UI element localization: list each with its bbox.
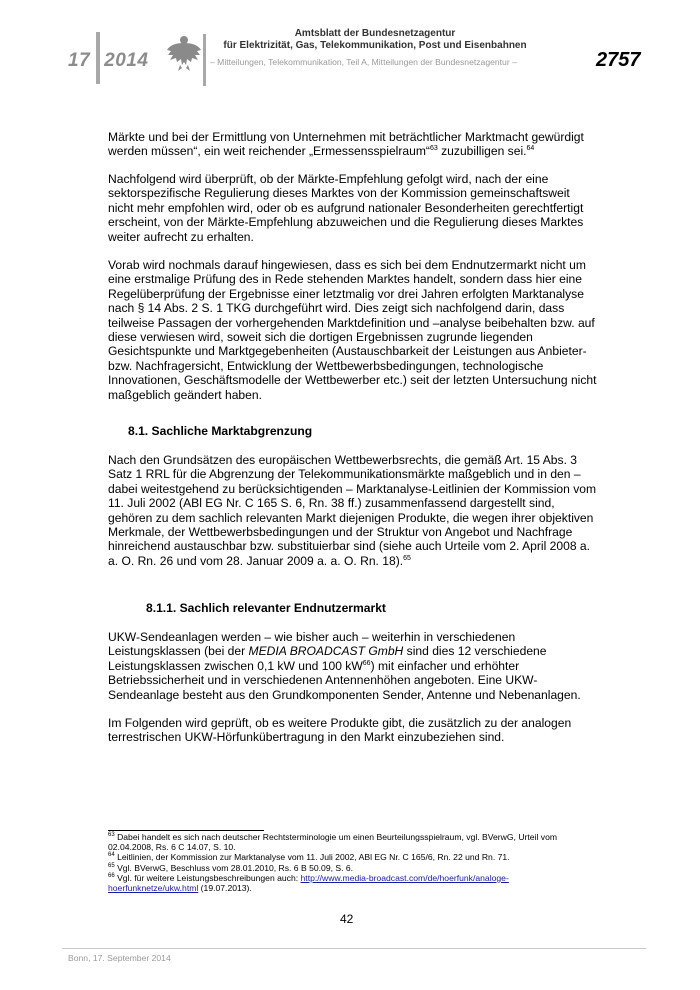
- paragraph-3-text: Vorab wird nochmals darauf hingewiesen, dass es sich bei dem Endnutzermarkt nicht um eine erstmalige Prüfung des in Rede stehenden Marktes handelt, sondern dass hier eine Regelüberprüfung der Ergebnisse einer letztmalig vor drei Jahren erfolgten Marktanalyse nach § 14 Abs. 2 S. 1 TKG durchgeführt wird. Dies zeigt sich nachfolgend darin, dass teilweise Passagen der vorhergehenden Marktdefinition und –analyse beibehalten bzw. auf diese verwiesen wird, soweit sich die dortigen Ergebnissen zugrunde liegenden Gesichtspunkte und Marktgegebenheiten (Austauschbarkeit der Leistungen aus Anbieter- bzw. Nachfragersicht, Entwicklung der Wettbewerbsbedingungen, technologische Innovationen, Geschäftsmodelle der Wettbewerber etc.) seit der letzten Untersuchung nicht maßgeblich geändert haben.: [108, 258, 597, 402]
- footnote-66-date: (19.07.2013).: [198, 883, 252, 894]
- footer-divider: [62, 948, 646, 949]
- paragraph-2: [108, 172, 598, 244]
- footnote-64-text: Leitlinien, der Kommission zur Marktanalyse vom 11. Juli 2002, ABl EG Nr. C 165/6, Rn. 22 und Rn. 71.: [114, 852, 510, 863]
- footnote-separator: [108, 830, 264, 831]
- section-heading-8-1: 8.1. Sachliche Marktabgrenzung: [128, 424, 313, 438]
- issue-number: [68, 50, 148, 72]
- page-number: 42: [340, 912, 354, 926]
- paragraph-4: [108, 453, 598, 568]
- title-line-2: für Elektrizität, Gas, Telekommunikation, Post und Eisenbahnen: [223, 40, 527, 51]
- footnotes: [108, 832, 598, 893]
- gazette-page-number: 2757: [596, 49, 641, 71]
- header-divider-right: [203, 34, 206, 86]
- paragraph-6-text: Im Folgenden wird geprüft, ob es weitere Produkte gibt, die zusätzlich zu der analogen terrestrischen UKW-Hörfunkübertragung in den Markt einzubeziehen sind.: [108, 716, 572, 745]
- footnote-66: [108, 873, 598, 893]
- footnote-64: [108, 852, 598, 862]
- publication-subtitle: – Mitteilungen, Telekommunikation, Teil A, Mitteilungen der Bundesnetzagentur –: [210, 57, 517, 67]
- footnote-65: [108, 863, 598, 873]
- footnote-ref-64[interactable]: 64: [526, 145, 535, 153]
- paragraph-5-text-b: sind dies 12 verschiedene Leistungsklassen zwischen 0,1 kW und 100 kW: [108, 644, 547, 673]
- company-name: MEDIA BROADCAST GmbH: [248, 644, 404, 659]
- header-divider: [96, 32, 100, 84]
- media-broadcast-link[interactable]: http://www.media-broadcast.com/de/hoerfunk/analoge-hoerfunknetze/ukw.html: [108, 872, 509, 894]
- section-heading-8-1-1: 8.1.1. Sachlich relevanter Endnutzermarkt: [146, 601, 386, 615]
- footnote-63-number: 63: [108, 832, 115, 839]
- footnote-65-number: 65: [108, 862, 115, 869]
- federal-eagle-icon: [166, 32, 202, 72]
- footer-date: Bonn, 17. September 2014: [68, 953, 171, 963]
- footnote-65-text: Vgl. BVerwG, Beschluss vom 28.01.2010, Rs. 6 B 50.09, S. 6.: [114, 862, 354, 873]
- footnote-ref-66[interactable]: 66: [362, 659, 371, 667]
- footnote-63-text: Dabei handelt es sich nach deutscher Rechtsterminologie um einen Beurteilungsspielraum, vgl. BVerwG, Urteil vom 02.04.2008, Rs. 6 C 14.07, S. 10.: [108, 832, 558, 853]
- footnote-66-text: Vgl. für weitere Leistungsbeschreibungen auch:: [114, 872, 301, 883]
- title-line-1: Amtsblatt der Bundesnetzagentur: [294, 28, 456, 39]
- paragraph-2-text: Nachfolgend wird überprüft, ob der Märkte-Empfehlung gefolgt wird, nach der eine sektorspezifische Regulierung dieses Marktes von der Kommission gemeinschaftsweit nicht mehr empfohlen wird, oder ob es aufgrund nationaler Besonderheiten gerechtfertigt erscheint, von der Märkte-Empfehlung abzuweichen und die Regulierung dieses Marktes weiter aufrecht zu erhalten.: [108, 172, 584, 244]
- footnote-63: [108, 832, 598, 852]
- paragraph-4-text: Nach den Grundsätzen des europäischen Wettbewerbsrechts, die gemäß Art. 15 Abs. 3 Satz 1 RRL für die Abgrenzung der Telekommunikationsmärkte maßgeblich und in den – dabei weitestgehend zu berücksichtigenden – Marktanalyse-Leitlinien der Kommission vom 11. Juli 2002 (ABl EG Nr. C 165 S. 6, Rn. 38 ff.) zusammenfassend dargestellt sind, gehören zu dem sachlich relevanten Markt diejenigen Produkte, die wegen ihrer objektiven Merkmale, der Wettbewerbsbedingungen und der Struktur von Angebot und Nachfrage hinreichend austauschbar bzw. substituierbar sind (siehe auch Urteile vom 2. April 2008 a. a. O. Rn. 26 und vom 28. Januar 2009 a. a. O. Rn. 18).: [108, 453, 597, 568]
- year-label: 2014: [104, 50, 149, 71]
- paragraph-1: [108, 130, 598, 159]
- paragraph-5-text-c: ) mit einfacher und erhöhter Betriebssicherheit und in verschiedenen Antennenhöhen angeboten. Eine UKW-Sendeanlage besteht aus den Grundkomponenten Sender, Antenne und Nebenanlagen.: [108, 658, 581, 702]
- footnote-ref-65[interactable]: 65: [403, 554, 411, 562]
- footnote-64-number: 64: [108, 852, 115, 859]
- paragraph-5: [108, 630, 598, 702]
- paragraph-1-text-b: zuzubilligen sei.: [437, 144, 527, 159]
- issue-label: 17: [68, 50, 91, 71]
- paragraph-6: [108, 716, 598, 745]
- publication-title: [210, 28, 540, 52]
- footnote-66-number: 66: [108, 872, 115, 879]
- paragraph-1-text-a: Märkte und bei der Ermittlung von Unternehmen mit beträchtlicher Marktmacht gewürdigt werden müssen“, ein weit reichender „Ermessensspielraum“: [108, 130, 584, 159]
- paragraph-5-text-a: UKW-Sendeanlagen werden – wie bisher auch – weiterhin in verschiedenen Leistungsklassen (bei der: [108, 630, 516, 659]
- paragraph-3: [108, 258, 598, 402]
- footnote-ref-63[interactable]: 63: [429, 145, 438, 153]
